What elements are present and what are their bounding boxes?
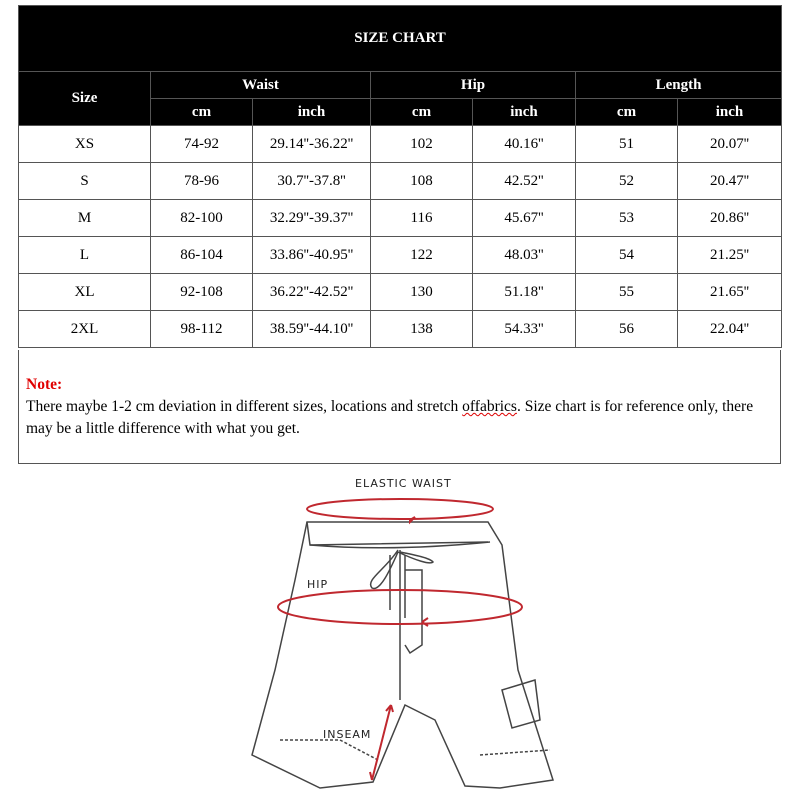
label-hip: HIP (307, 578, 329, 591)
table-cell: 53 (576, 200, 678, 237)
table-cell: 21.25'' (678, 237, 782, 274)
table-row (19, 126, 782, 163)
table-cell: 74-92 (151, 126, 253, 163)
note-label: Note: (26, 376, 63, 393)
table-cell: 48.03'' (473, 237, 576, 274)
table-cell: 51 (576, 126, 678, 163)
shorts-outline (252, 522, 553, 788)
table-cell: 32.29''-39.37'' (253, 200, 371, 237)
table-cell: XL (19, 274, 151, 311)
header-waist: Waist (151, 72, 371, 99)
table-cell: 20.86'' (678, 200, 782, 237)
table-cell: 98-112 (151, 311, 253, 348)
table-cell: 56 (576, 311, 678, 348)
table-row (19, 163, 782, 200)
note-text (26, 396, 772, 440)
table-cell: S (19, 163, 151, 200)
table-row (19, 237, 782, 274)
table-cell: 40.16'' (473, 126, 576, 163)
table-cell: 82-100 (151, 200, 253, 237)
note-misspelled-word: offabrics (462, 398, 517, 415)
header-cm: cm (576, 99, 678, 126)
header-cm: cm (151, 99, 253, 126)
note-text-part: . Size chart is for reference only, there may be a little difference with what you get. (26, 398, 754, 437)
header-inch: inch (678, 99, 782, 126)
header-hip: Hip (371, 72, 576, 99)
table-cell: 29.14''-36.22'' (253, 126, 371, 163)
table-cell: 54 (576, 237, 678, 274)
table-cell: 122 (371, 237, 473, 274)
table-cell: L (19, 237, 151, 274)
header-size: Size (19, 72, 151, 126)
table-cell: 138 (371, 311, 473, 348)
table-cell: 20.07'' (678, 126, 782, 163)
chart-title: SIZE CHART (19, 6, 782, 72)
header-length: Length (576, 72, 782, 99)
table-cell: 22.04'' (678, 311, 782, 348)
table-cell: 38.59''-44.10'' (253, 311, 371, 348)
table-cell: 51.18'' (473, 274, 576, 311)
table-cell: 20.47'' (678, 163, 782, 200)
table-cell: 116 (371, 200, 473, 237)
table-cell: 54.33'' (473, 311, 576, 348)
table-cell: 102 (371, 126, 473, 163)
table-cell: 36.22''-42.52'' (253, 274, 371, 311)
table-row (19, 274, 782, 311)
table-cell: 2XL (19, 311, 151, 348)
table-cell: M (19, 200, 151, 237)
header-inch: inch (473, 99, 576, 126)
table-cell: 108 (371, 163, 473, 200)
table-cell: 30.7''-37.8'' (253, 163, 371, 200)
table-cell: XS (19, 126, 151, 163)
header-inch: inch (253, 99, 371, 126)
table-cell: 86-104 (151, 237, 253, 274)
header-cm: cm (371, 99, 473, 126)
label-elastic-waist: ELASTIC WAIST (355, 477, 452, 490)
label-inseam: INSEAM (323, 728, 372, 741)
shorts-diagram (250, 470, 570, 800)
table-cell: 33.86''-40.95'' (253, 237, 371, 274)
table-cell: 78-96 (151, 163, 253, 200)
table-cell: 21.65'' (678, 274, 782, 311)
table-cell: 52 (576, 163, 678, 200)
table-row (19, 311, 782, 348)
table-cell: 92-108 (151, 274, 253, 311)
table-cell: 42.52'' (473, 163, 576, 200)
size-chart-table (18, 5, 782, 348)
table-cell: 55 (576, 274, 678, 311)
note-box (18, 350, 781, 464)
table-row (19, 200, 782, 237)
note-text-part: There maybe 1-2 cm deviation in different sizes, locations and stretch (26, 398, 463, 415)
table-cell: 45.67'' (473, 200, 576, 237)
table-cell: 130 (371, 274, 473, 311)
